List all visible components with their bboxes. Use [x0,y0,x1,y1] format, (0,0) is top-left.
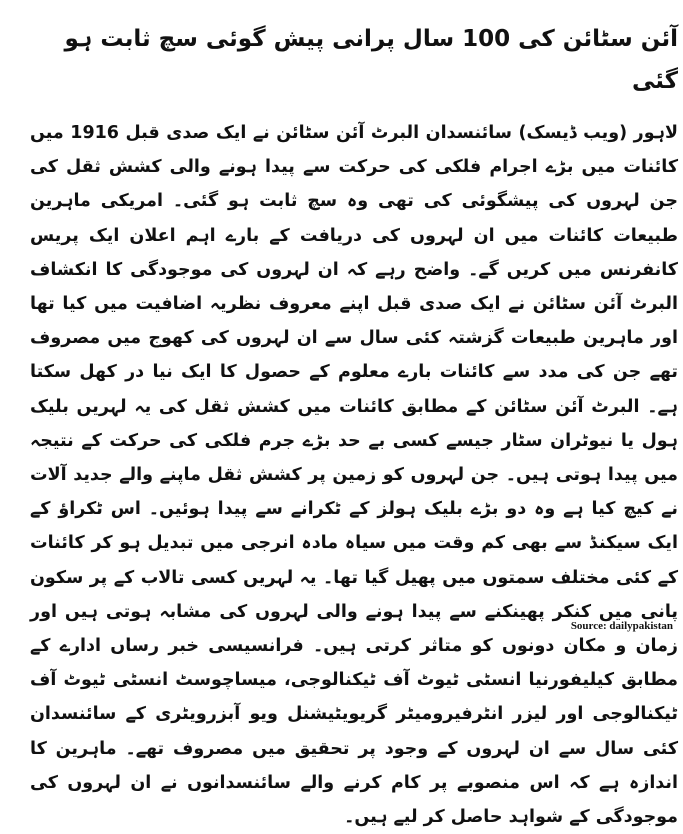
news-article [30,18,678,834]
article-headline: آئن سٹائن کی 100 سال پرانی پیش گوئی سچ ثابت ہو گئی [64,26,678,94]
source-credit: Source: dailypakistan [570,620,673,632]
article-body: لاہور (ویب ڈیسک) سائنسدان البرٹ آئن سٹائن نے ایک صدی قبل 1916 میں کائنات میں بڑے اجرام فلکی کی حرکت سے پیدا ہونے والی کشش ثقل کی جن لہروں کی پیشگوئی کی تھی وہ سچ ثابت ہو گئی۔ امریکی ماہرین طبیعات کائنات میں ان لہروں کی دریافت کے بارے اہم اعلان ایک پریس کانفرنس میں کریں گے۔ واضح رہے کہ ان لہروں کی موجودگی کا انکشاف البرٹ آئن سٹائن نے ایک صدی قبل اپنے معروف نظریہ اضافیت میں کیا تھا اور ماہرین طبیعات گزشتہ کئی سال سے ان لہروں کی کھوج میں مصروف تھے جن کی مدد سے کائنات بارے معلوم کے حصول کا ایک نیا در کھل سکتا ہے۔ البرٹ آئن سٹائن کے مطابق کائنات میں کشش ثقل کی یہ لہریں بلیک ہول یا نیوٹران سٹار جیسے کسی بے حد بڑے جرم فلکی کی حرکت کے نتیجہ میں پیدا ہوتی ہیں۔ جن لہروں کو زمین پر کشش ثقل ماپنے والے جدید آلات نے کیچ کیا ہے وہ دو بڑے بلیک ہولز کے ٹکرانے سے پیدا ہوئیں۔ اس ٹکراؤ کے ایک سیکنڈ سے بھی کم وقت میں سیاہ مادہ انرجی میں تبدیل ہو کر کائنات کے کئی مختلف سمتوں میں پھیل گیا تھا۔ یہ لہریں کسی تالاب کے پر سکون پانی میں کنکر پھینکنے سے پیدا ہونے والی لہروں کی مشابہ ہوتی ہیں اور زمان و مکان دونوں کو متاثر کرتی ہیں۔ فرانسیسی خبر رساں ادارے کے مطابق کیلیفورنیا انسٹی ٹیوٹ آف ٹیکنالوجی، میساچوسٹ انسٹی ٹیوٹ آف ٹیکنالوجی اور لیزر انٹرفیرومیٹر گریویٹیشنل ویو آبزرویٹری کے سائنسدان کئی سال سے ان لہروں کے وجود پر تحقیق میں مصروف تھے۔ ماہرین کا اندازہ ہے کہ اس منصوبے پر کام کرنے والے سائنسدانوں نے ان لہروں کی موجودگی کے شواہد حاصل کر لیے ہیں۔ [30,123,678,828]
